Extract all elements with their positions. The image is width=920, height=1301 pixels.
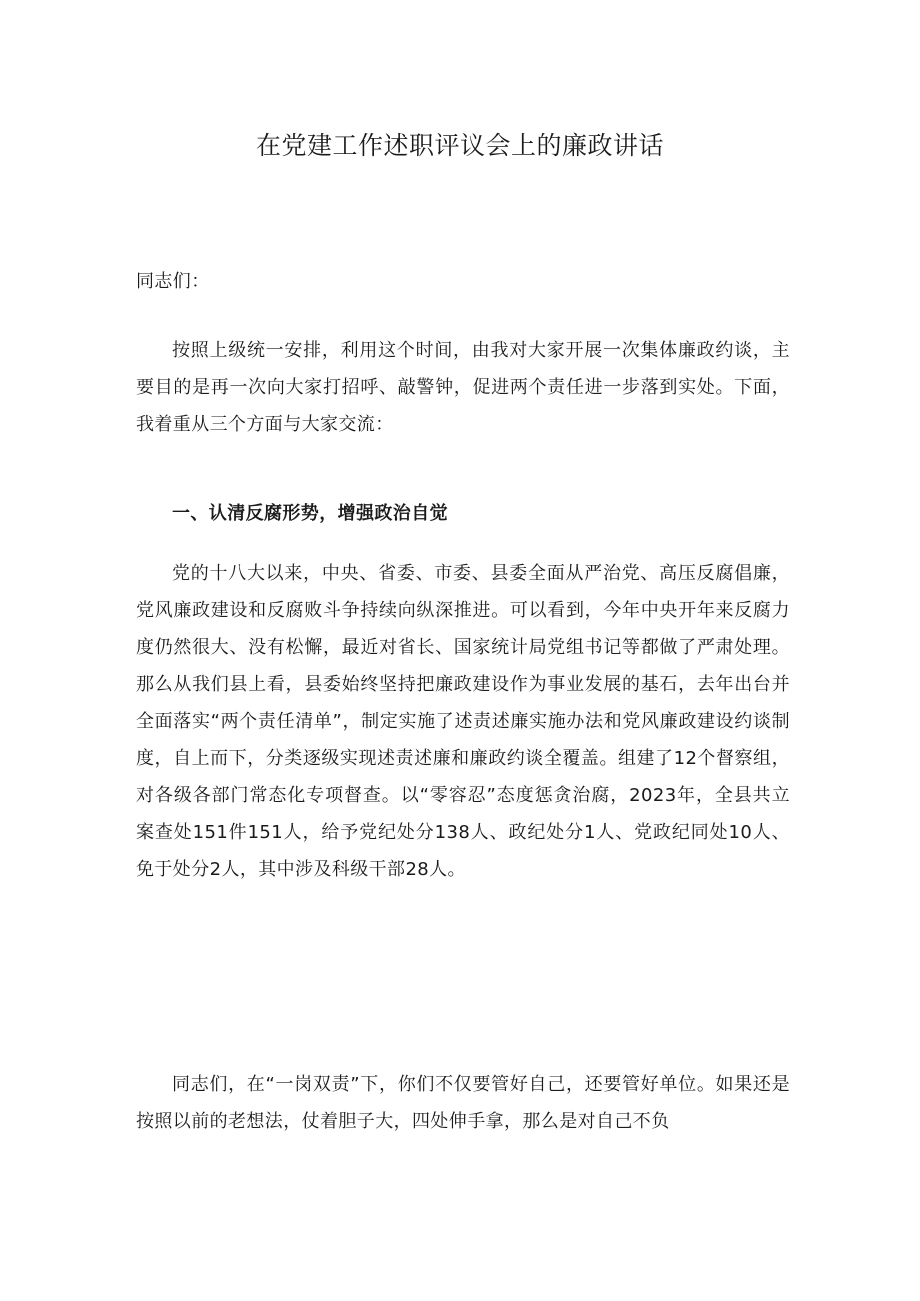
paragraph-intro: 按照上级统一安排，利用这个时间，由我对大家开展一次集体廉政约谈，主要目的是再一次向大家打招呼、敲警钟，促进两个责任进一步落到实处。下面，我着重从三个方面与大家交流： bbox=[136, 340, 790, 435]
salutation: 同志们： bbox=[136, 271, 210, 292]
paragraph-section1-2: 同志们，在“一岗双责”下，你们不仅要管好自己，还要管好单位。如果还是按照以前的老想法，仗着胆子大，四处伸手拿，那么是对自己不负 bbox=[136, 1074, 790, 1132]
section-heading-1: 一、认清反腐形势，增强政治自觉 bbox=[172, 503, 448, 524]
document-title: 在党建工作述职评议会上的廉政讲话 bbox=[255, 131, 664, 160]
paragraph-section1-1: 党的十八大以来，中央、省委、市委、县委全面从严治党、高压反腐倡廉，党风廉政建设和反腐败斗争持续向纵深推进。可以看到，今年中央开年来反腐力度仍然很大、没有松懈，最近对省长、国家统计局党组书记等都做了严肃处理。那么从我们县上看，县委始终坚持把廉政建设作为事业发展的基石，去年出台并全面落实“两个责任清单”，制定实施了述责述廉实施办法和党风廉政建设约谈制度，自上而下，分类逐级实现述责述廉和廉政约谈全覆盖。组建了12个督察组，对各级各部门常态化专项督查。以“零容忍”态度惩贪治腐，2023年，全县共立案查处151件151人，给予党纪处分138人、政纪处分1人、党政纪同处10人、免于处分2人，其中涉及科级干部28人。 bbox=[136, 563, 790, 880]
